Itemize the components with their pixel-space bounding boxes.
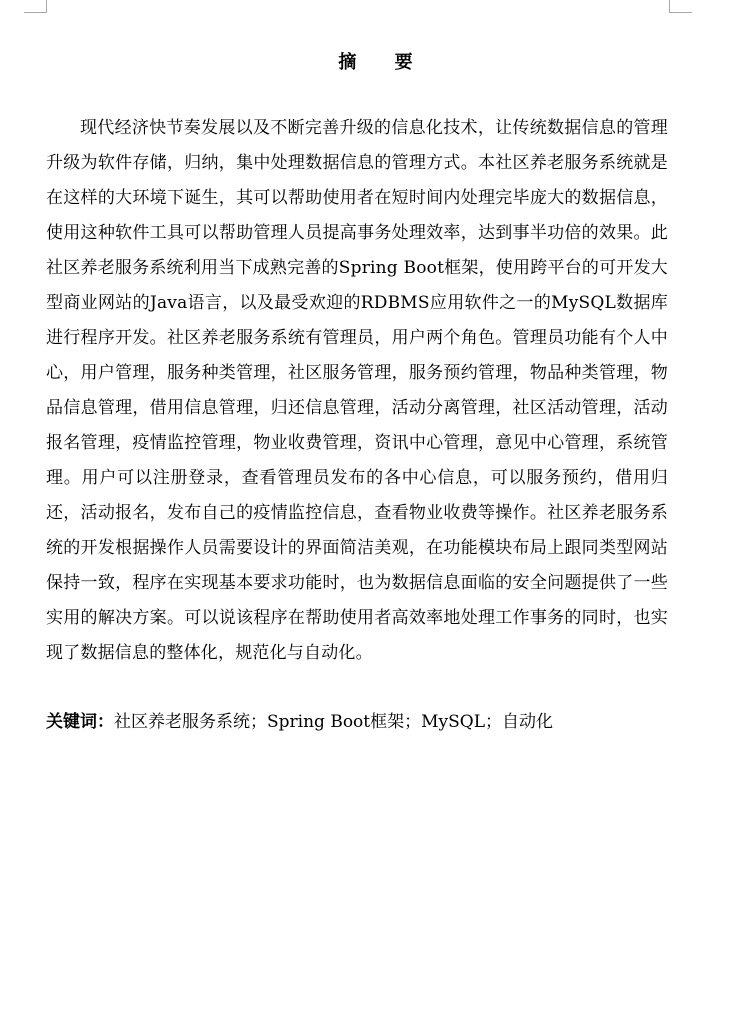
keywords-label: 关键词： (46, 712, 114, 732)
keywords-line (46, 707, 686, 737)
keywords-text: 社区养老服务系统；Spring Boot框架；MySQL；自动化 (114, 712, 554, 732)
abstract-body: 现代经济快节奏发展以及不断完善升级的信息化技术，让传统数据信息的管理升级为软件存储，归纳，集中处理数据信息的管理方式。本社区养老服务系统就是在这样的大环境下诞生，其可以帮助使用者在短时间内处理完毕庞大的数据信息，使用这种软件工具可以帮助管理人员提高事务处理效率，达到事半功倍的效果。此社区养老服务系统利用当下成熟完善的Spring Boot框架，使用跨平台的可开发大型商业网站的Java语言，以及最受欢迎的RDBMS应用软件之一的MySQL数据库进行程序开发。社区养老服务系统有管理员，用户两个角色。管理员功能有个人中心，用户管理，服务种类管理，社区服务管理，服务预约管理，物品种类管理，物品信息管理，借用信息管理，归还信息管理，活动分离管理，社区活动管理，活动报名管理，疫情监控管理，物业收费管理，资讯中心管理，意见中心管理，系统管理。用户可以注册登录，查看管理员发布的各中心信息，可以服务预约，借用归还，活动报名，发布自己的疫情监控信息，查看物业收费等操作。社区养老服务系统的开发根据操作人员需要设计的界面简洁美观，在功能模块布局上跟同类型网站保持一致，程序在实现基本要求功能时，也为数据信息面临的安全问题提供了一些实用的解决方案。可以说该程序在帮助使用者高效率地处理工作事务的同时，也实现了数据信息的整体化，规范化与自动化。 (46, 118, 668, 663)
abstract-title: 摘 要 (338, 52, 429, 73)
crop-mark-top-right (669, 0, 692, 13)
crop-mark-top-left (24, 0, 47, 13)
